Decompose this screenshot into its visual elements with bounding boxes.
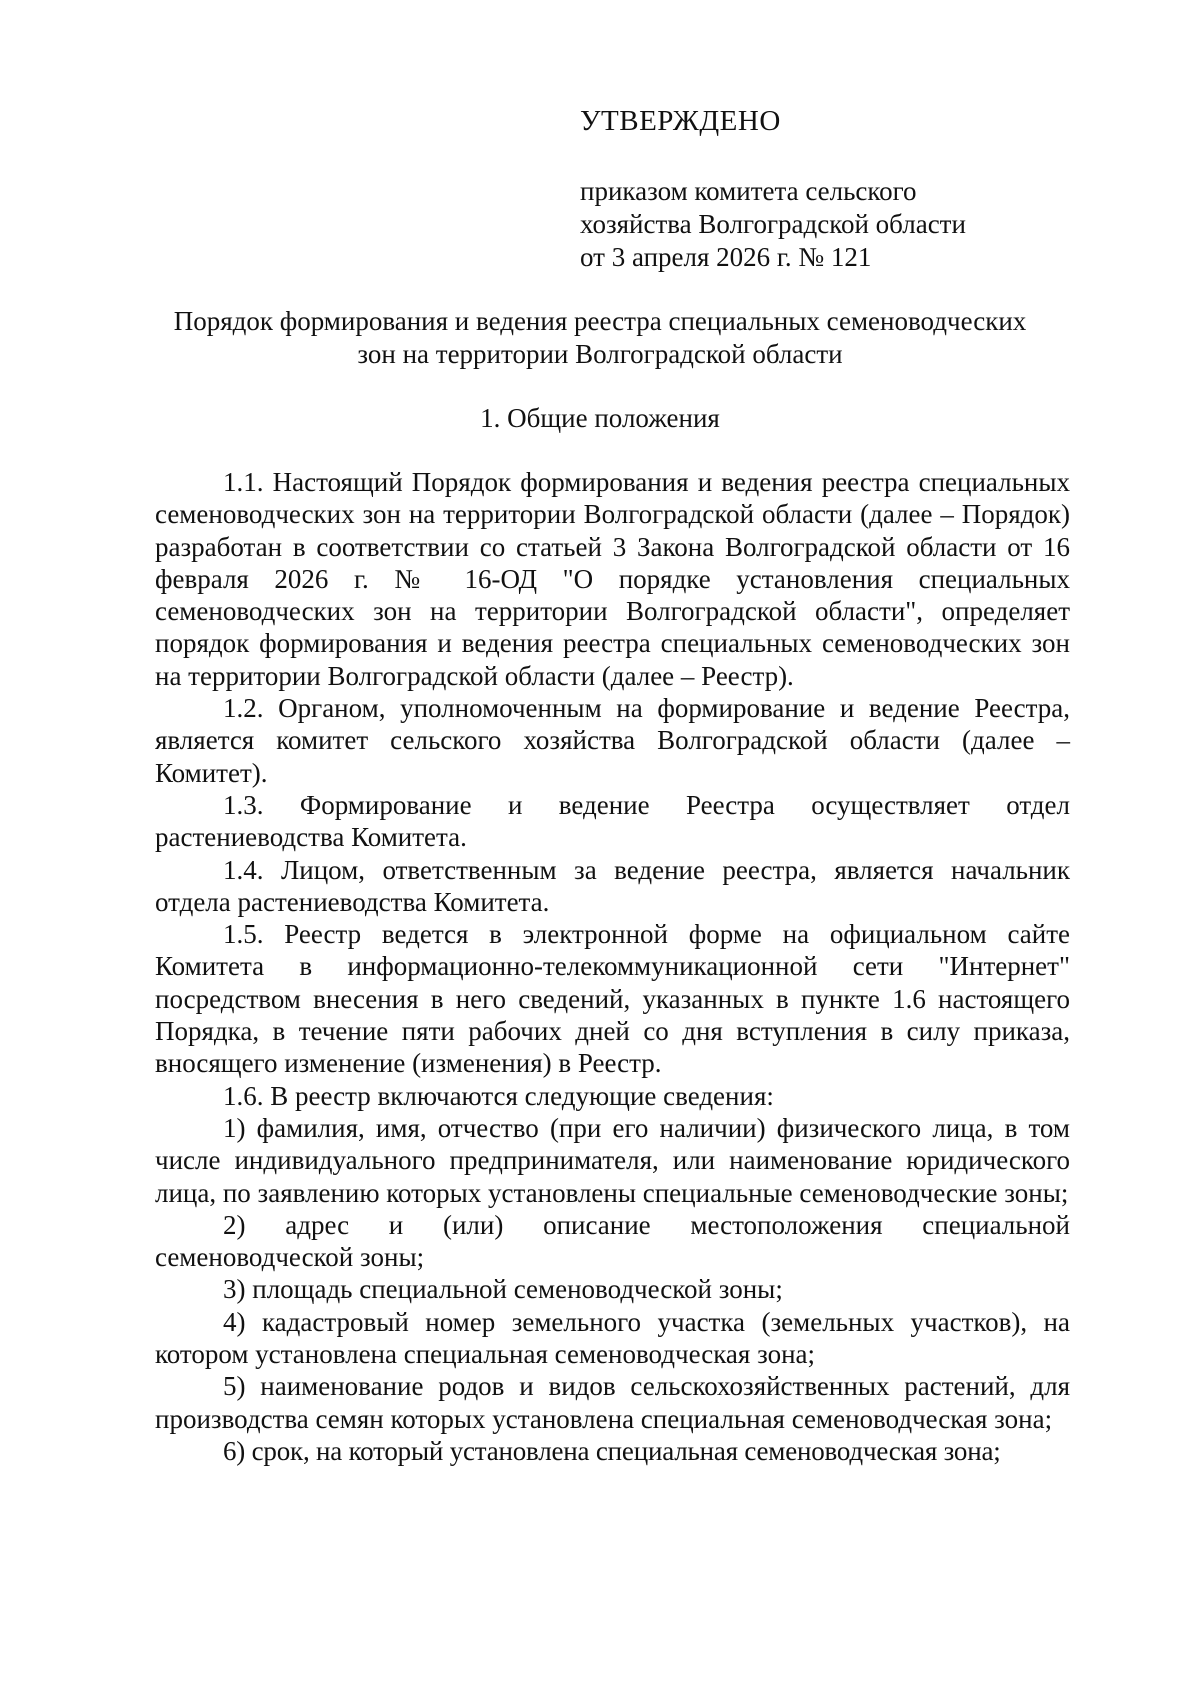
list-item-2: 2) адрес и (или) описание местоположения специальной семеноводческой зоны;: [155, 1209, 1070, 1273]
paragraph-1-6: 1.6. В реестр включаются следующие сведения:: [223, 1080, 774, 1111]
list-item-6: 6) срок, на который установлена специальная семеноводческая зона;: [223, 1435, 1001, 1466]
paragraph-1-3: 1.3. Формирование и ведение Реестра осуществляет отдел растениеводства Комитета.: [155, 789, 1070, 853]
approved-stamp-text: УТВЕРЖДЕНО: [580, 105, 781, 137]
approval-line-1: приказом комитета сельского: [580, 176, 917, 206]
list-item-3: 3) площадь специальной семеноводческой зоны;: [223, 1274, 783, 1305]
title-line-1: Порядок формирования и ведения реестра специальных семеноводческих: [173, 306, 1027, 336]
approval-line-3: от 3 апреля 2026 г. № 121: [580, 242, 872, 272]
title-line-2: зон на территории Волгоградской области: [357, 339, 843, 369]
paragraph-1-2: 1.2. Органом, уполномоченным на формирование и ведение Реестра, является комитет сельского хозяйства Волгоградской области (далее – Комитет).: [155, 693, 1070, 788]
document-title: [130, 305, 1070, 371]
paragraph-1-1: 1.1. Настоящий Порядок формирования и ведения реестра специальных семеноводческих зон на территории Волгоградской области (далее – Порядок) разработан в соответствии со статьей 3 Закона Волгоградской области от 16 февраля 2026 г. № 16-ОД "О порядке установления специальных семеноводческих зон на территории Волгоградской области", определяет порядок формирования и ведения реестра специальных семеноводческих зон на территории Волгоградской области (далее – Реестр).: [155, 467, 1070, 691]
paragraph-1-5: 1.5. Реестр ведется в электронной форме на официальном сайте Комитета в информационно-телекоммуникационной сети "Интернет" посредством внесения в него сведений, указанных в пункте 1.6 настоящего Порядка, в течение пяти рабочих дней со дня вступления в силу приказа, вносящего изменение (изменения) в Реестр.: [155, 919, 1070, 1079]
list-item-4: 4) кадастровый номер земельного участка (земельных участков), на котором установлена специальная семеноводческая зона;: [155, 1306, 1070, 1370]
list-item-5: 5) наименование родов и видов сельскохозяйственных растений, для производства семян которых установлена специальная семеноводческая зона;: [155, 1371, 1070, 1434]
approval-line-2: хозяйства Волгоградской области: [580, 209, 966, 239]
paragraph-1-4: 1.4. Лицом, ответственным за ведение реестра, является начальник отдела растениеводства Комитета.: [155, 854, 1070, 917]
section-heading: 1. Общие положения: [480, 403, 720, 433]
list-item-1: 1) фамилия, имя, отчество (при его наличии) физического лица, в том числе индивидуального предпринимателя, или наименование юридического лица, по заявлению которых установлены специальные семеноводческие зоны;: [155, 1112, 1070, 1208]
document-body: [155, 466, 1070, 1467]
approval-block: [580, 103, 1040, 274]
